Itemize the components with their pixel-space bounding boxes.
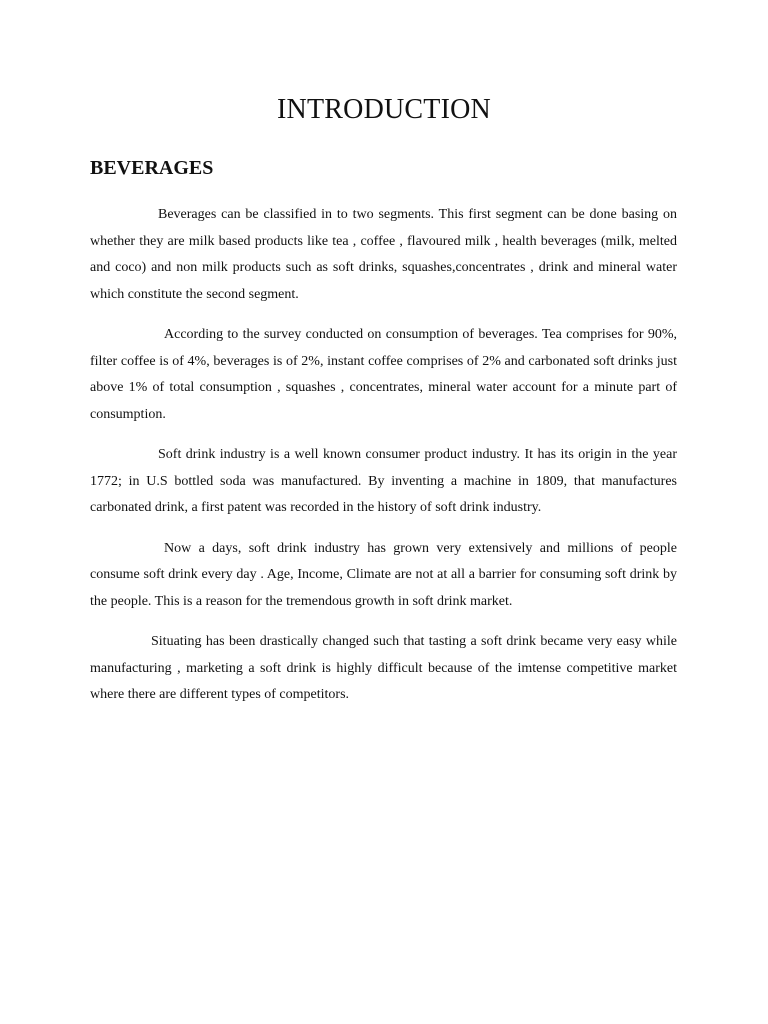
paragraph-consumption-survey: According to the survey conducted on consumption of beverages. Tea comprises for 90%, filter coffee is of 4%, beverages is of 2%, instant coffee comprises of 2% and carbonated soft drinks just above 1% of total consumption , squashes , concentrates, mineral water account for a minute part of consumption. (90, 327, 677, 422)
paragraph-industry-growth: Now a days, soft drink industry has grown very extensively and millions of people consume soft drink every day . Age, Income, Climate are not at all a barrier for consuming soft drink by the people. This is a reason for the tremendous growth in soft drink market. (90, 540, 677, 609)
paragraph-beverage-segments: Beverages can be classified in to two segments. This first segment can be done basing on whether they are milk based products like tea , coffee , flavoured milk , health beverages (milk, melted and coco) and non milk products such as soft drinks, squashes,concentrates , drink and mineral water which constitute the second segment. (90, 207, 677, 302)
paragraph-industry-origin: Soft drink industry is a well known consumer product industry. It has its origin in the year 1772; in U.S bottled soda was manufactured. By inventing a machine in 1809, that manufactures carbonated drink, a first patent was recorded in the history of soft drink industry. (90, 447, 677, 515)
body-text (90, 202, 677, 723)
page-title: INTRODUCTION (277, 94, 491, 125)
paragraph-market-competition: Situating has been drastically changed such that tasting a soft drink became very easy while manufacturing , marketing a soft drink is highly difficult because of the imtense competitive market where there are different types of competitors. (90, 634, 677, 702)
section-heading-beverages: BEVERAGES (90, 157, 214, 179)
